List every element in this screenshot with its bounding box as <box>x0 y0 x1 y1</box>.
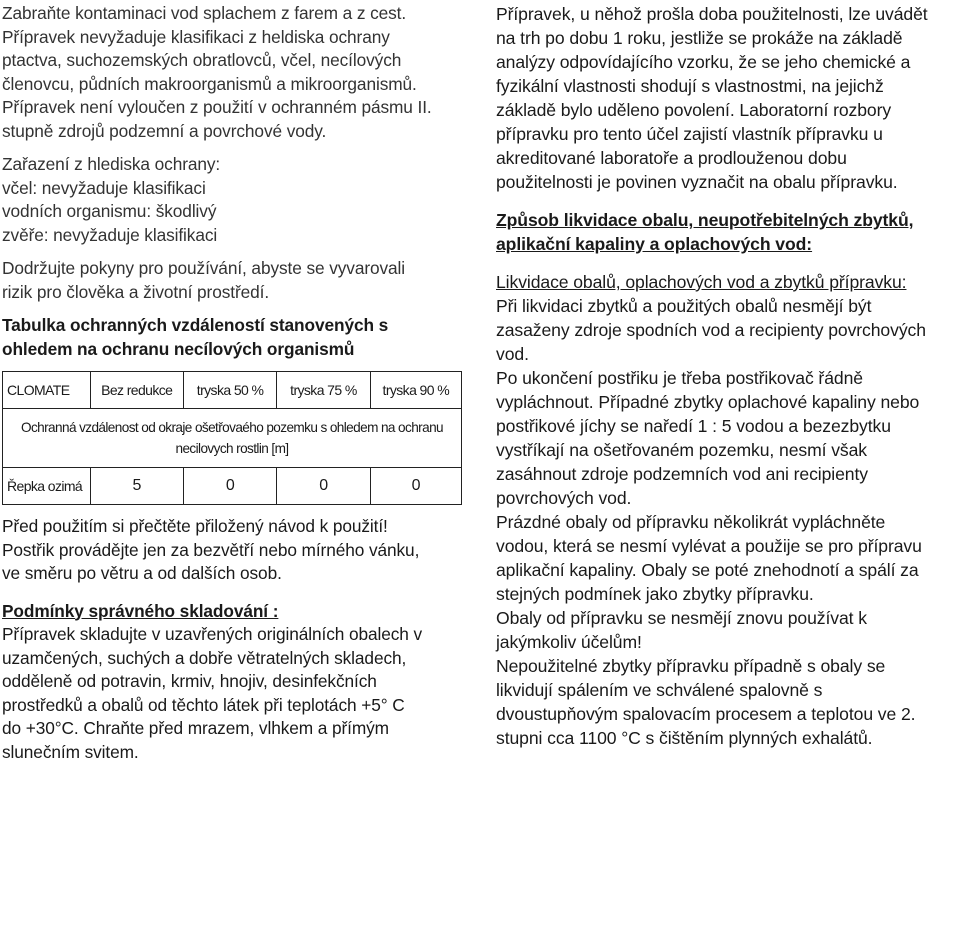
text-line: fyzikální vlastnosti shodují s vlastnostmi, na jejichž <box>496 76 884 96</box>
text-line: zvěře: nevyžaduje klasifikaci <box>2 224 218 245</box>
table-header-cell: Bez redukce <box>90 372 183 408</box>
text-line: Dodržujte pokyny pro používání, abyste se vyvarovali <box>2 258 406 278</box>
text-line: Přípravek není vyloučen z použití v ochranném pásmu II. <box>2 97 432 117</box>
text-line: analýzy odpovídajícího vzorku, že se jeho chemické a <box>496 52 911 72</box>
text-line: ohledem na ochranu necílových organismů <box>2 338 355 359</box>
text-line: vystříkají na ošetřovaném pozemku, nesmí však <box>496 440 867 460</box>
text-line: základě bylo uděleno povolení. Laboratorní rozbory <box>496 100 892 120</box>
disposal-paragraph <box>496 294 958 750</box>
text-line: ve směru po větru a od dalších osob. <box>2 563 282 583</box>
text-line: přípravku pro tento účel zajistí vlastník přípravku u <box>496 124 883 144</box>
storage-heading <box>2 600 472 624</box>
disposal-subheading <box>496 270 958 294</box>
text-line: ptactva, suchozemských obratlovců, včel, necílových <box>2 50 402 70</box>
text-line: Přípravek nevyžaduje klasifikaci z heldiska ochrany <box>2 26 390 47</box>
text-line: Obaly od přípravku se nesmějí znovu používat k <box>496 608 867 628</box>
text-line: členovcu, půdních makroorganismů a mikroorganismů. <box>2 73 417 94</box>
text-line: vodních organismu: škodlivý <box>2 201 217 221</box>
table-subheader <box>3 409 461 467</box>
text-line: aplikační kapaliny a oplachových vod: <box>496 234 813 254</box>
text-line: odděleně od potravin, krmiv, hnojiv, desinfekčních <box>2 671 377 691</box>
table-cell: 0 <box>370 468 461 504</box>
text-line: stupně zdrojů podzemní a povrchové vody. <box>2 120 327 141</box>
text-line: stejných podmínek jako zbytky přípravku. <box>496 584 814 604</box>
text-line: Způsob likvidace obalu, neupotřebitelných zbytků, <box>496 210 914 230</box>
usage-warning <box>2 257 472 304</box>
environment-paragraph <box>2 2 472 143</box>
left-column <box>2 2 472 764</box>
text-line: včel: nevyžaduje klasifikaci <box>2 177 206 198</box>
table-header-cell: tryska 90 % <box>370 372 461 408</box>
text-line: povrchových vod. <box>496 488 632 508</box>
text-line: vod. <box>496 344 529 364</box>
table-cell: 0 <box>276 468 369 504</box>
text-line: stupni cca 1100 °C s čištěním plynných exhalátů. <box>496 728 873 748</box>
table-subheader-row <box>3 409 461 468</box>
table-row-label: Řepka ozimá <box>7 478 83 494</box>
text-line: Přípravek skladujte v uzavřených originálních obalech v <box>2 624 423 644</box>
text-line: Zařazení z hlediska ochrany: <box>2 154 221 174</box>
text-line: vypláchnout. Případné zbytky oplachové kapaliny nebo <box>496 392 920 412</box>
text-line: slunečním svitem. <box>2 741 139 762</box>
protection-distance-table <box>2 371 462 505</box>
text-line: Zabraňte kontaminaci vod splachem z farem a z cest. <box>2 3 407 23</box>
protection-classification <box>2 153 472 247</box>
text-line: postřikové jíchy se naředí 1 : 5 vodou a bezezbytku <box>496 416 891 436</box>
table-cell: 0 <box>183 468 276 504</box>
storage-paragraph <box>2 623 472 764</box>
text-line: vodou, která se nesmí vylévat a použije se pro přípravu <box>496 536 922 556</box>
table-cell: 5 <box>90 468 183 504</box>
text-line: Tabulka ochranných vzdáleností stanovených s <box>2 315 389 335</box>
text-line: použitelnosti je povinen vyznačit na obalu přípravku. <box>496 172 898 192</box>
table-header-cell: tryska 75 % <box>276 372 369 408</box>
text-line: aplikační kapaliny. Obaly se poté znehodnotí a spálí za <box>496 560 919 580</box>
text-line: Prázdné obaly od přípravku několikrát vypláchněte <box>496 512 886 532</box>
table-row <box>3 468 461 504</box>
text-line: Postřik provádějte jen za bezvětří nebo mírného vánku, <box>2 539 420 560</box>
text-line: zasaženy zdroje spodních vod a recipienty povrchových <box>496 320 926 340</box>
table-header-row <box>3 372 461 409</box>
text-line: Při likvidaci zbytků a použitých obalů nesmějí být <box>496 296 872 316</box>
text-line: dvoustupňovým spalovacím procesem a teplotou ve 2. <box>496 704 916 724</box>
text-line: likvidují spálením ve schválené spalovně s <box>496 680 823 700</box>
disposal-subheading-text: Likvidace obalů, oplachových vod a zbytků přípravku: <box>496 272 907 292</box>
text-line: na trh po dobu 1 roku, jestliže se prokáže na základě <box>496 28 903 48</box>
table-heading <box>2 314 472 361</box>
text-line: uzamčených, suchých a dobře větratelných skladech, <box>2 647 407 668</box>
text-line: Po ukončení postřiku je třeba postřikovač řádně <box>496 368 863 388</box>
disposal-heading <box>496 208 958 256</box>
right-column <box>496 2 958 750</box>
text-line: zasáhnout zdroje podzemních vod ani recipienty <box>496 464 868 484</box>
text-line: Před použitím si přečtěte přiložený návod k použití! <box>2 516 388 536</box>
application-instructions <box>2 515 472 586</box>
text-line: do +30°C. Chraňte před mrazem, vlhkem a přímým <box>2 718 389 738</box>
table-subheader-line: Ochranná vzdálenost od okraje ošetřovaého pozemku s ohledem na ochranu <box>21 420 443 435</box>
text-line: Nepoužitelné zbytky přípravku případně s obaly se <box>496 656 886 676</box>
text-line: Přípravek, u něhož prošla doba použitelnosti, lze uvádět <box>496 4 928 24</box>
text-line: prostředků a obalů od těchto látek při teplotách +5° C <box>2 694 405 715</box>
table-header-cell: CLOMATE <box>7 382 70 398</box>
table-subheader-line: necilovych rostlin [m] <box>175 441 289 456</box>
storage-heading-text: Podmínky správného skladování : <box>2 600 279 621</box>
text-line: rizik pro člověka a životní prostředí. <box>2 281 270 302</box>
table-header-cell: tryska 50 % <box>183 372 276 408</box>
text-line: jakýmkoliv účelům! <box>496 632 642 652</box>
shelf-life-paragraph <box>496 2 958 194</box>
text-line: akreditované laboratoře a prodlouženou dobu <box>496 148 847 168</box>
